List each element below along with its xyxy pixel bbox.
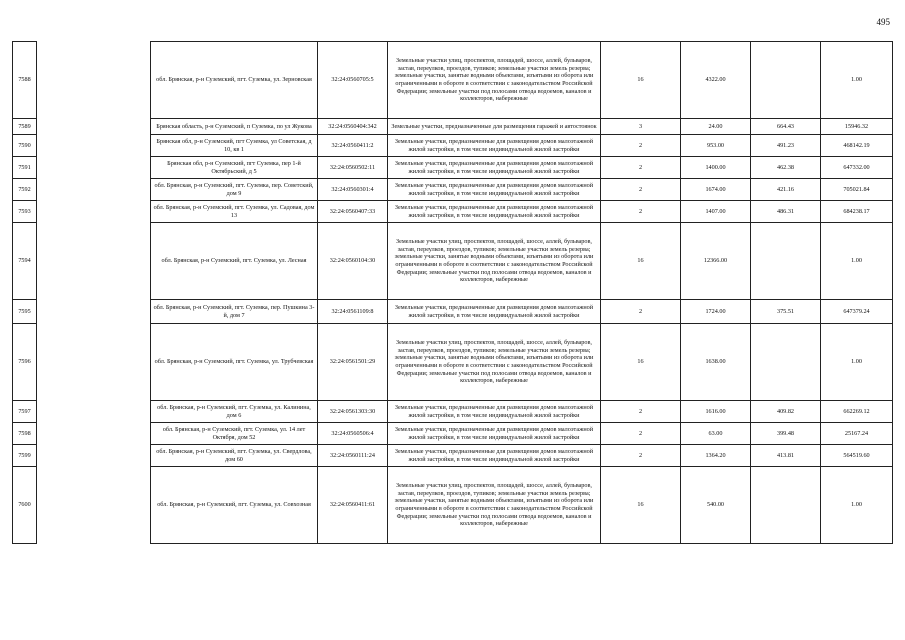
cadastral-value-cell: 1.00 [821,324,893,401]
cadastral-value-cell: 1.00 [821,42,893,119]
specific-value-cell: 413.81 [751,445,821,467]
row-number-cell: 7590 [13,135,37,157]
row-number-cell: 7597 [13,401,37,423]
cadastral-number-cell: 32:24:0561303:30 [318,401,388,423]
area-cell: 1616.00 [681,401,751,423]
use-category-cell: 2 [601,135,681,157]
table-row [13,157,893,179]
address-cell: Брянская обл, р-н Суземский, пгт Суземка, ул Советская, д 10, кв 1 [151,135,318,157]
specific-value-cell: 664.43 [751,119,821,135]
specific-value-cell: 409.82 [751,401,821,423]
address-cell: обл. Брянская, р-н Суземский, пгт. Суземка, ул. Зерновская [151,42,318,119]
address-cell: обл. Брянская, р-н Суземский, пгт. Суземка, ул. Совхозная [151,467,318,544]
cadastral-value-cell: 684238.17 [821,201,893,223]
land-use-purpose-cell: Земельные участки, предназначенные для размещения домов малоэтажной жилой застройки, в том числе индивидуальной жилой застройки [388,179,601,201]
cadastral-number-cell: 32:24:0560411:61 [318,467,388,544]
spacer-cell [37,324,151,401]
area-cell: 1400.00 [681,157,751,179]
table-row [13,324,893,401]
cadastral-number-cell: 32:24:0560506:4 [318,423,388,445]
use-category-cell: 2 [601,401,681,423]
land-use-purpose-cell: Земельные участки, предназначенные для размещения домов малоэтажной жилой застройки, в том числе индивидуальной жилой застройки [388,423,601,445]
table-row [13,119,893,135]
land-use-purpose-cell: Земельные участки, предназначенные для размещения домов малоэтажной жилой застройки, в том числе индивидуальной жилой застройки [388,300,601,324]
cadastral-value-cell: 25167.24 [821,423,893,445]
spacer-cell [37,135,151,157]
row-number-cell: 7589 [13,119,37,135]
row-number-cell: 7591 [13,157,37,179]
cadastral-number-cell: 32:24:0560301:4 [318,179,388,201]
row-number-cell: 7596 [13,324,37,401]
cadastral-value-cell: 468142.19 [821,135,893,157]
cadastral-number-cell: 32:24:0560411:2 [318,135,388,157]
spacer-cell [37,157,151,179]
specific-value-cell: 375.51 [751,300,821,324]
row-number-cell: 7594 [13,223,37,300]
area-cell: 1407.00 [681,201,751,223]
row-number-cell: 7588 [13,42,37,119]
specific-value-cell [751,223,821,300]
area-cell: 540.00 [681,467,751,544]
row-number-cell: 7592 [13,179,37,201]
cadastral-number-cell: 32:24:0560104:30 [318,223,388,300]
use-category-cell: 2 [601,157,681,179]
land-use-purpose-cell: Земельные участки улиц, проспектов, площадей, шоссе, аллей, бульваров, застав, переулков, проездов, тупиков; земельные участки земель резерва; земельные участки, занятые водными объектами, изъятыми из оборота или ограниченными в обороте в соответствии с законодательством Российской Федерации; земельные участки под полосами отвода водоемов, каналов и коллекторов, набережные [388,223,601,300]
use-category-cell: 2 [601,300,681,324]
spacer-cell [37,201,151,223]
cadastral-number-cell: 32:24:0560407:33 [318,201,388,223]
page-number: 495 [876,17,890,27]
cadastral-value-cell: 1.00 [821,223,893,300]
row-number-cell: 7600 [13,467,37,544]
specific-value-cell [751,42,821,119]
area-cell: 953.00 [681,135,751,157]
land-use-purpose-cell: Земельные участки улиц, проспектов, площадей, шоссе, аллей, бульваров, застав, переулков, проездов, тупиков; земельные участки земель резерва; земельные участки, занятые водными объектами, изъятыми из оборота или ограниченными в обороте в соответствии с законодательством Российской Федерации; земельные участки под полосами отвода водоемов, каналов и коллекторов, набережные [388,324,601,401]
cadastral-value-cell: 564519.60 [821,445,893,467]
land-use-purpose-cell: Земельные участки улиц, проспектов, площадей, шоссе, аллей, бульваров, застав, переулков, проездов, тупиков; земельные участки земель резерва; земельные участки, занятые водными объектами, изъятыми из оборота или ограниченными в обороте в соответствии с законодательством Российской Федерации; земельные участки под полосами отвода водоемов, каналов и коллекторов, набережные [388,42,601,119]
specific-value-cell: 421.16 [751,179,821,201]
land-use-purpose-cell: Земельные участки, предназначенные для размещения домов малоэтажной жилой застройки, в том числе индивидуальной жилой застройки [388,445,601,467]
spacer-cell [37,42,151,119]
cadastral-value-table [12,41,893,544]
cadastral-value-cell: 647332.00 [821,157,893,179]
area-cell: 24.00 [681,119,751,135]
land-use-purpose-cell: Земельные участки улиц, проспектов, площадей, шоссе, аллей, бульваров, застав, переулков, проездов, тупиков; земельные участки земель резерва; земельные участки, занятые водными объектами, изъятыми из оборота или ограниченными в обороте в соответствии с законодательством Российской Федерации; земельные участки под полосами отвода водоемов, каналов и коллекторов, набережные [388,467,601,544]
cadastral-value-cell: 662269.12 [821,401,893,423]
address-cell: обл. Брянская, р-н Суземский, пгт. Суземка, ул. Калинина, дом 6 [151,401,318,423]
use-category-cell: 16 [601,42,681,119]
area-cell: 12366.00 [681,223,751,300]
cadastral-number-cell: 32:24:0561109:8 [318,300,388,324]
cadastral-number-cell: 32:24:0560111:24 [318,445,388,467]
cadastral-value-cell: 15946.32 [821,119,893,135]
area-cell: 4322.00 [681,42,751,119]
specific-value-cell [751,467,821,544]
area-cell: 1638.00 [681,324,751,401]
table-row [13,42,893,119]
spacer-cell [37,423,151,445]
address-cell: обл. Брянская, р-н Суземский, пгт. Суземка, пер. Пушкина 3-й, дом 7 [151,300,318,324]
address-cell: обл. Брянская, р-н Суземский, пгт. Суземка, ул. Свердлова, дом 60 [151,445,318,467]
use-category-cell: 16 [601,324,681,401]
address-cell: обл. Брянская, р-н Суземский, пгт. Суземка, ул. Лесная [151,223,318,300]
area-cell: 63.00 [681,423,751,445]
table-row [13,300,893,324]
table-row [13,179,893,201]
address-cell: обл. Брянская, р-н Суземский, пгт. Суземка, пер. Советский, дом 9 [151,179,318,201]
address-cell: Брянская область, р-н Суземский, п Суземка, по ул Жукова [151,119,318,135]
specific-value-cell: 462.38 [751,157,821,179]
specific-value-cell: 491.23 [751,135,821,157]
specific-value-cell [751,324,821,401]
row-number-cell: 7595 [13,300,37,324]
land-use-purpose-cell: Земельные участки, предназначенные для размещения домов малоэтажной жилой застройки, в том числе индивидуальной жилой застройки [388,157,601,179]
area-cell: 1364.20 [681,445,751,467]
use-category-cell: 3 [601,119,681,135]
spacer-cell [37,401,151,423]
spacer-cell [37,445,151,467]
table-row [13,135,893,157]
cadastral-number-cell: 32:24:0560404:342 [318,119,388,135]
cadastral-number-cell: 32:24:0560705:5 [318,42,388,119]
land-use-purpose-cell: Земельные участки, предназначенные для размещения гаражей и автостоянок [388,119,601,135]
specific-value-cell: 486.31 [751,201,821,223]
cadastral-number-cell: 32:24:0561501:29 [318,324,388,401]
cadastral-value-cell: 1.00 [821,467,893,544]
row-number-cell: 7593 [13,201,37,223]
cadastral-value-cell: 647379.24 [821,300,893,324]
spacer-cell [37,119,151,135]
use-category-cell: 2 [601,179,681,201]
table-row [13,445,893,467]
spacer-cell [37,223,151,300]
area-cell: 1724.00 [681,300,751,324]
specific-value-cell: 399.48 [751,423,821,445]
spacer-cell [37,467,151,544]
use-category-cell: 2 [601,201,681,223]
row-number-cell: 7598 [13,423,37,445]
address-cell: обл. Брянская, р-н Суземский, пгт. Суземка, ул. Трубчевская [151,324,318,401]
table-row [13,201,893,223]
table-row [13,423,893,445]
row-number-cell: 7599 [13,445,37,467]
spacer-cell [37,179,151,201]
land-use-purpose-cell: Земельные участки, предназначенные для размещения домов малоэтажной жилой застройки, в том числе индивидуальной жилой застройки [388,401,601,423]
table-row [13,467,893,544]
table-row [13,223,893,300]
table-body [13,42,893,544]
use-category-cell: 2 [601,423,681,445]
use-category-cell: 2 [601,445,681,467]
table-row [13,401,893,423]
address-cell: Брянская обл, р-н Суземский, пгт Суземка, пер 1-й Октябрьский, д 5 [151,157,318,179]
spacer-cell [37,300,151,324]
use-category-cell: 16 [601,467,681,544]
use-category-cell: 16 [601,223,681,300]
land-use-purpose-cell: Земельные участки, предназначенные для размещения домов малоэтажной жилой застройки, в том числе индивидуальной жилой застройки [388,135,601,157]
land-use-purpose-cell: Земельные участки, предназначенные для размещения домов малоэтажной жилой застройки, в том числе индивидуальной жилой застройки [388,201,601,223]
cadastral-number-cell: 32:24:0560502:11 [318,157,388,179]
area-cell: 1674.00 [681,179,751,201]
cadastral-value-cell: 705021.84 [821,179,893,201]
address-cell: обл. Брянская, р-н Суземский, пгт. Суземка, ул. Садовая, дом 13 [151,201,318,223]
address-cell: обл. Брянская, р-н Суземский, пгт. Суземка, ул. 14 лет Октября, дом 52 [151,423,318,445]
